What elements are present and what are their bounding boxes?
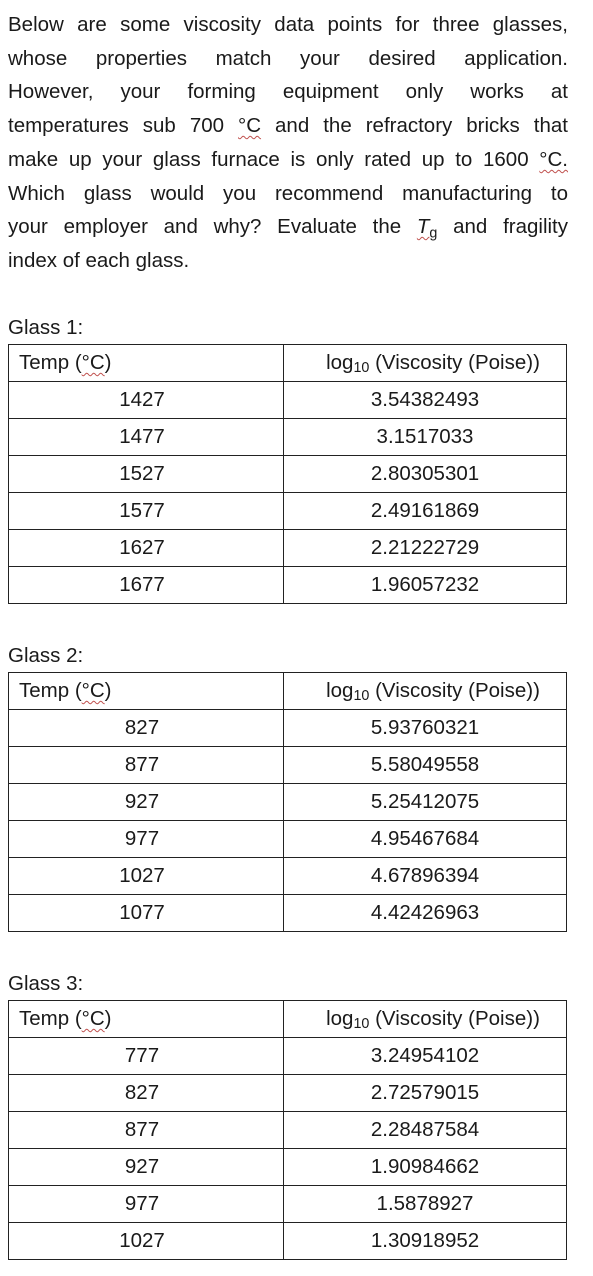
viscosity-cell: 5.93760321 [284,710,567,747]
intro-line-5 [8,143,568,177]
viscosity-cell: 3.24954102 [284,1038,567,1075]
temp-column-header: Temp (°C) [9,1001,284,1038]
viscosity-cell: 1.30918952 [284,1223,567,1260]
unit-celsius: °C. [539,147,568,171]
viscosity-column-header: log10 (Viscosity (Poise)) [284,673,567,710]
table-row [9,1038,567,1075]
intro-line-7 [8,210,568,244]
table-row [9,493,567,530]
intro-line-7-text-b: and fragility [437,215,568,239]
viscosity-table [8,344,567,604]
viscosity-column-header: log10 (Viscosity (Poise)) [284,345,567,382]
glass-title: Glass 3: [8,972,84,995]
temp-cell: 1477 [9,419,284,456]
table-row [9,821,567,858]
viscosity-cell: 5.58049558 [284,747,567,784]
table-row [9,784,567,821]
temp-cell: 1077 [9,895,284,932]
temp-cell: 1427 [9,382,284,419]
intro-line-7-text: your employer and why? Evaluate the [8,215,417,239]
temp-cell: 827 [9,710,284,747]
table-row [9,1149,567,1186]
table-row [9,456,567,493]
temp-cell: 877 [9,1112,284,1149]
intro-line-6: Which glass would you recommend manufacturing to [8,181,568,205]
viscosity-cell: 3.1517033 [284,419,567,456]
table-row [9,567,567,604]
temp-column-header: Temp (°C) [9,345,284,382]
temp-cell: 977 [9,1186,284,1223]
viscosity-cell: 3.54382493 [284,382,567,419]
table-row [9,1112,567,1149]
intro-line-8: index of each glass. [8,248,190,272]
unit-celsius: °C [238,114,262,138]
viscosity-cell: 2.72579015 [284,1075,567,1112]
problem-statement [8,8,568,278]
viscosity-cell: 1.96057232 [284,567,567,604]
temp-cell: 777 [9,1038,284,1075]
table-row [9,1186,567,1223]
viscosity-cell: 4.95467684 [284,821,567,858]
viscosity-cell: 2.80305301 [284,456,567,493]
temp-cell: 1027 [9,1223,284,1260]
temp-cell: 977 [9,821,284,858]
intro-line-4 [8,109,568,143]
table-row [9,895,567,932]
intro-line-1: Below are some viscosity data points for three glasses, [8,13,568,36]
temp-cell: 927 [9,784,284,821]
temp-cell: 1677 [9,567,284,604]
viscosity-cell: 4.67896394 [284,858,567,895]
viscosity-column-header: log10 (Viscosity (Poise)) [284,1001,567,1038]
table-row [9,1223,567,1260]
intro-line-5-text: make up your glass furnace is only rated up to 1600 [8,147,540,171]
temp-cell: 827 [9,1075,284,1112]
viscosity-cell: 2.49161869 [284,493,567,530]
temp-column-header: Temp (°C) [9,673,284,710]
temp-cell: 1627 [9,530,284,567]
table-row [9,710,567,747]
table-row [9,747,567,784]
temp-cell: 1027 [9,858,284,895]
intro-line-2: whose properties match your desired application. [8,46,568,70]
viscosity-cell: 5.25412075 [284,784,567,821]
table-row [9,382,567,419]
glass-transition-symbol: $T_g$ [416,215,438,242]
viscosity-cell: 2.21222729 [284,530,567,567]
table-row [9,419,567,456]
glass-title: Glass 1: [8,316,84,339]
temp-cell: 927 [9,1149,284,1186]
viscosity-cell: 2.28487584 [284,1112,567,1149]
temp-cell: 877 [9,747,284,784]
temp-cell: 1577 [9,493,284,530]
viscosity-cell: 1.90984662 [284,1149,567,1186]
intro-line-4-text-b: and the refractory bricks that [261,114,568,138]
temp-cell: 1527 [9,456,284,493]
table-row [9,1075,567,1112]
glass-title: Glass 2: [8,644,84,667]
viscosity-table [8,672,567,932]
intro-line-4-text-a: temperatures sub 700 [8,114,239,138]
intro-line-3: However, your forming equipment only works at [8,80,568,104]
table-row [9,530,567,567]
viscosity-table [8,1000,567,1260]
viscosity-cell: 4.42426963 [284,895,567,932]
table-row [9,858,567,895]
viscosity-cell: 1.5878927 [284,1186,567,1223]
